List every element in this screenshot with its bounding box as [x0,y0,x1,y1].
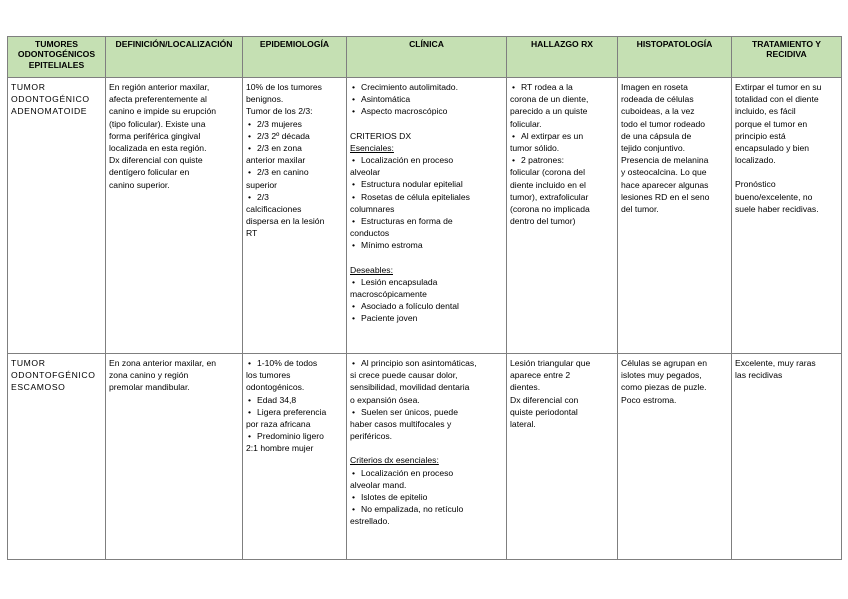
row2-histo-line: Poco estroma. [621,394,677,405]
bullet-item: • 2/3 en canino [246,166,343,178]
table-row [8,354,842,560]
spacer [735,166,838,178]
bullet-continuation: folicular (corona del [510,167,585,178]
bullet-item: • Al principio son asintomáticas, [350,357,503,369]
row2-rx-line: Lesión triangular que [510,358,591,368]
row2-clinical-cell [347,354,507,560]
row2-histo-line: como piezas de puzle. [621,382,707,393]
row1-treatment-cell [732,78,842,354]
bullet-item: • No empalizada, no retículo [350,503,503,515]
row1-clinical-cell [347,78,507,354]
row1-histo-line: Imagen en roseta [621,82,688,92]
bullet-continuation: los tumores [246,370,291,381]
row2-name-cell [8,354,106,560]
bullet-continuation: alveolar mand. [350,479,407,490]
row1-treatment-line: totalidad con el diente [735,94,819,105]
row2-name-line: ODONTOFGÉNICO [11,370,96,381]
row1-epidemiology-cell [243,78,347,354]
bullet-item: • 2/3 [246,191,343,203]
row1-name-line: ODONTOGÉNICO [11,94,90,105]
row1-definition-line: forma periférica gingival [109,130,201,141]
header-row [8,37,842,78]
bullet-item: • Crecimiento autolimitado. [350,81,503,93]
table-row [8,78,842,354]
header-definition: DEFINICIÓN/LOCALIZACIÓN [106,37,243,78]
bullet-continuation: dentro del tumor) [510,216,576,227]
row1-treatment-line: principio está [735,130,786,141]
row1-histo-line: tejido conjuntivo. [621,143,686,154]
row2-definition-cell [106,354,243,560]
bullet-item: • Localización en proceso [350,467,503,479]
row1-prognosis-line: suele haber recidivas. [735,203,819,214]
row2-rx-line: aparece entre 2 [510,370,571,381]
bullet-continuation: superior [246,179,278,190]
row1-treatment-line: Extirpar el tumor en su [735,82,822,92]
bullet-continuation: (corona no implicada [510,204,590,215]
row2-histo-line: Células se agrupan en [621,358,707,368]
bullet-continuation: calcificaciones [246,204,302,215]
bullet-continuation: columnares [350,203,395,214]
row1-definition-line: canino e impide su erupción [109,106,217,117]
bullet-continuation: parecido a un quiste [510,106,588,117]
bullet-continuation: estrellado. [350,516,390,527]
row1-histo-line: Presencia de melanina [621,155,709,166]
bullet-continuation: corona de un diente, [510,94,589,105]
row1-histo-line: de una cápsula de [621,130,692,141]
bullet-item: • 2/3 mujeres [246,118,343,130]
row1-histopathology-cell [618,78,732,354]
row1-prognosis-line: Pronóstico [735,179,776,190]
row1-histo-line: lesiones RD en el seno [621,191,710,202]
bullet-continuation: diente incluido en el [510,179,586,190]
bullet-item: • Islotes de epitelio [350,491,503,503]
row1-histo-line: hace aparecer algunas [621,179,709,190]
bullet-item: • Asociado a folículo dental [350,300,503,312]
row2-definition-line: premolar mandibular. [109,382,190,393]
bullet-item: • Rosetas de célula epiteliales [350,191,503,203]
row2-epidemiology-cell [243,354,347,560]
bullet-item: • Edad 34,8 [246,394,343,406]
row1-definition-cell [106,78,243,354]
row1-definition-line: dentígero folicular en [109,167,190,178]
essential-title: Esenciales: [350,142,394,153]
bullet-continuation: periféricos. [350,431,393,442]
bullet-item: • Asintomática [350,93,503,105]
row1-epidemiology-line: benignos. [246,94,284,105]
bullet-item: • Aspecto macroscópico [350,105,503,117]
bullet-continuation: haber casos multifocales y [350,419,452,430]
row1-definition-line: Dx diferencial con quiste [109,155,203,166]
bullet-item: • Mínimo estroma [350,239,503,251]
header-rx: HALLAZGO RX [507,37,618,78]
row2-name-line: ESCAMOSO [11,382,66,393]
row1-rx-cell [507,78,618,354]
row2-treatment-line: las recidivas [735,370,783,381]
row2-rx-line: quiste periodontal [510,406,578,417]
row2-histo-line: islotes muy pegados, [621,370,702,381]
bullet-item: • Paciente joven [350,312,503,324]
bullet-continuation: o expansión ósea. [350,394,420,405]
row1-definition-line: canino superior. [109,179,170,190]
bullet-item: • 2 patrones: [510,154,614,166]
row2-treatment-cell [732,354,842,560]
row1-definition-line: En región anterior maxilar, [109,82,210,92]
bullet-continuation: conductos [350,228,390,239]
bullet-item: • 1-10% de todos [246,357,343,369]
spacer [350,118,503,130]
bullet-continuation: alveolar [350,167,381,178]
spacer [350,442,503,454]
bullet-item: • Lesión encapsulada [350,276,503,288]
bullet-continuation: dispersa en la lesión [246,216,325,227]
bullet-item: • Suelen ser únicos, puede [350,406,503,418]
bullet-continuation: 2:1 hombre mujer [246,443,314,454]
row2-treatment-line: Excelente, muy raras [735,358,816,368]
bullet-continuation: folicular. [510,118,542,129]
row1-definition-line: (tipo folicular). Existe una [109,118,206,129]
row2-definition-line: En zona anterior maxilar, en [109,358,217,368]
row2-rx-line: dientes. [510,382,541,393]
bullet-continuation: odontogénicos. [246,382,305,393]
row1-epidemiology-line: 10% de los tumores [246,82,322,92]
row1-definition-line: afecta preferentemente al [109,94,207,105]
bullet-item: • Estructuras en forma de [350,215,503,227]
bullet-continuation: tumor), extrafolicular [510,191,589,202]
header-tumors: TUMORES ODONTOGÉNICOS EPITELIALES [8,37,106,78]
bullet-continuation: sensibilidad, movilidad dentaria [350,382,470,393]
bullet-item: • Estructura nodular epitelial [350,178,503,190]
row1-histo-line: rodeada de células [621,94,694,105]
bullet-continuation: tumor sólido. [510,143,560,154]
row1-treatment-line: incluido, es fácil [735,106,796,117]
header-treatment: TRATAMIENTO Y RECIDIVA [732,37,842,78]
row2-name-line: TUMOR [11,358,46,368]
row2-rx-line: lateral. [510,419,536,430]
row1-histo-line: y osteocalcina. Lo que [621,167,707,178]
bullet-item: • Localización en proceso [350,154,503,166]
row2-histopathology-cell [618,354,732,560]
row1-name-line: TUMOR [11,82,46,92]
bullet-item: • RT rodea a la [510,81,614,93]
row2-rx-cell [507,354,618,560]
bullet-continuation: anterior maxilar [246,155,306,166]
header-clinical: CLÍNICA [347,37,507,78]
spacer [350,252,503,264]
bullet-continuation: macroscópicamente [350,289,427,300]
bullet-continuation: RT [246,228,258,239]
bullet-item: • Ligera preferencia [246,406,343,418]
row2-definition-line: zona canino y región [109,370,189,381]
row1-histo-line: cuboideas, a la vez [621,106,695,117]
row1-treatment-line: localizado. [735,155,776,166]
row1-name-line: ADENOMATOIDE [11,106,88,117]
bullet-continuation: por raza africana [246,419,311,430]
row2-rx-line: Dx diferencial con [510,394,579,405]
row1-histo-line: del tumor. [621,204,659,215]
criteria-title: Criterios dx esenciales: [350,455,439,466]
bullet-item: • Predominio ligero [246,430,343,442]
row1-name-cell [8,78,106,354]
header-histopathology: HISTOPATOLOGÍA [618,37,732,78]
row1-definition-line: localizada en esta región. [109,143,207,154]
row1-treatment-line: encapsulado y bien [735,143,810,154]
header-epidemiology: EPIDEMIOLOGÍA [243,37,347,78]
row1-histo-line: todo el tumor rodeado [621,118,706,129]
bullet-continuation: si crece puede causar dolor, [350,370,458,381]
row1-treatment-line: porque el tumor en [735,118,808,129]
bullet-item: • Al extirpar es un [510,130,614,142]
tumors-table [7,36,842,560]
row1-epidemiology-line: Tumor de los 2/3: [246,106,313,117]
desirable-title: Deseables: [350,264,393,275]
criteria-title: CRITERIOS DX [350,130,412,141]
row1-prognosis-line: bueno/excelente, no [735,191,813,202]
bullet-item: • 2/3 2º década [246,130,343,142]
bullet-item: • 2/3 en zona [246,142,343,154]
